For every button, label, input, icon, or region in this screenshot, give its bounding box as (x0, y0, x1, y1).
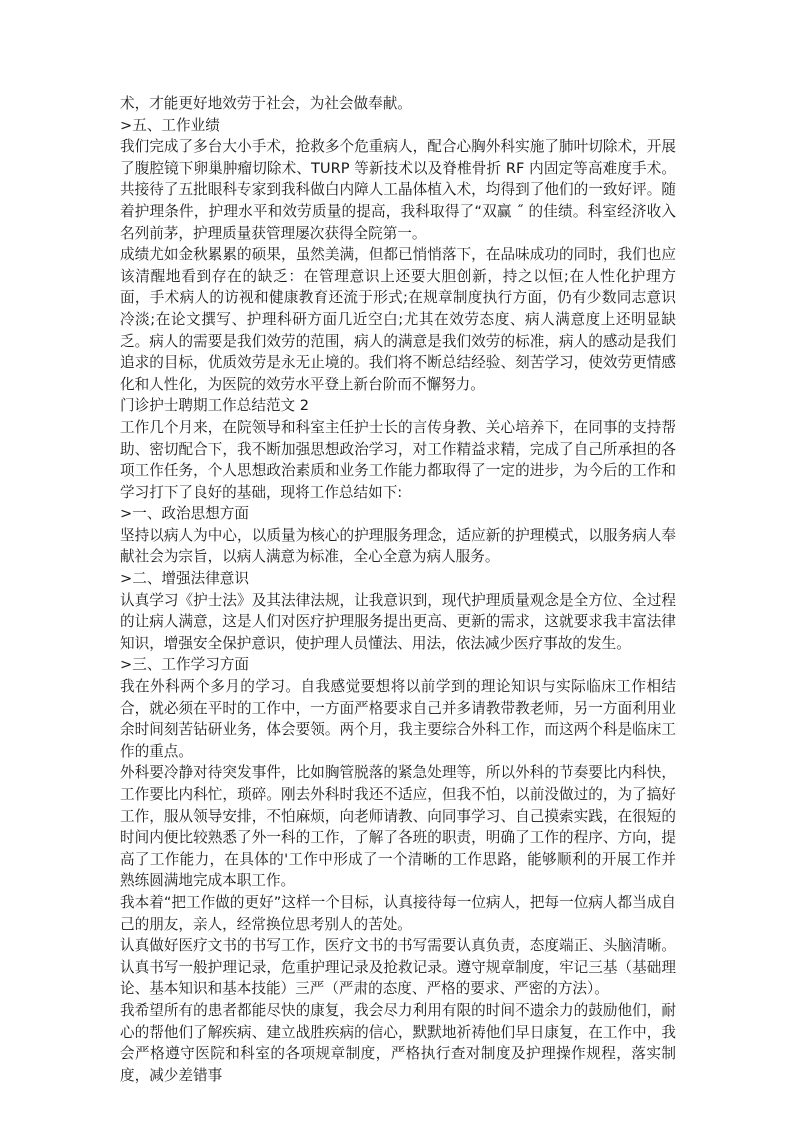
paragraph-medical-records: 认真做好医疗文书的书写工作，医疗文书的书写需要认真负责，态度端正、头脑清晰。认真书写一般护理记录，危重护理记录及抢救记录。遵守规章制度，牢记三基（基础理论、基本知识和基本技能）三严（严肃的态度、严格的要求、严密的方法）。 (120, 937, 676, 998)
section-heading-work-achievements: >五、工作业绩 (120, 116, 220, 134)
section-heading-political-thought: >一、政治思想方面 (120, 505, 249, 523)
paragraph-shortcomings: 成绩尤如金秋累累的硕果，虽然美满，但都已悄悄落下，在品味成功的同时，我们也应该清醒地看到存在的缺乏：在管理意识上还要大胆创新，持之以恒;在人性化护理方面，手术病人的访视和健康教育还流于形式;在规章制度执行方面，仍有少数同志意识冷淡;在论文撰写、护理科研方面几近空白;尤其在效劳态度、病人满意度上还明显缺乏。病人的需要是我们效劳的范围，病人的满意是我们效劳的标准，病人的感动是我们追求的目标，优质效劳是永无止境的。我们将不断总结经验、刻苦学习，使效劳更情感化和人性化，为医院的效劳水平登上新台阶而不懈努力。 (120, 246, 676, 393)
paragraph-introduction: 工作几个月来，在院领导和科室主任护士长的言传身教、关心培养下，在同事的支持帮助、密切配合下，我不断加强思想政治学习，对工作精益求精，完成了自己所承担的各项工作任务，个人思想政治素质和业务工作能力都取得了一定的进步，为今后的工作和学习打下了良好的基础，现将工作总结如下: (120, 418, 676, 501)
section-heading-work-study: >三、工作学习方面 (120, 656, 249, 674)
paragraph-surgery-study: 我在外科两个多月的学习。自我感觉要想将以前学到的理论知识与实际临床工作相结合，就必须在平时的工作中，一方面严格要求自己并多请教带教老师，另一方面利用业余时间刻苦钻研业务，体会要领。两个月，我主要综合外科工作，而这两个科是临床工作的重点。 (120, 678, 676, 760)
section-heading-legal-awareness: >二、增强法律意识 (120, 570, 249, 588)
paragraph-political-thought: 坚持以病人为中心，以质量为核心的护理服务理念，适应新的护理模式，以服务病人奉献社会为宗旨，以病人满意为标准，全心全意为病人服务。 (120, 526, 676, 566)
paragraph-continuation: 术，才能更好地效劳于社会，为社会做奉献。 (120, 95, 412, 112)
document-page (120, 93, 676, 1086)
paragraph-patient-care: 我本着“把工作做的更好”这样一个目标，认真接待每一位病人，把每一位病人都当成自己的朋友，亲人，经常换位思考别人的苦处。 (120, 893, 676, 933)
paragraph-patient-recovery: 我希望所有的患者都能尽快的康复，我会尽力利用有限的时间不遗余力的鼓励他们，耐心的帮他们了解疾病、建立战胜疾病的信心，默默地祈祷他们早日康复，在工作中，我会严格遵守医院和科室的各项规章制度，严格执行查对制度及护理操作规程，落实制度，减少差错事 (120, 1001, 676, 1084)
paragraph-achievements: 我们完成了多台大小手术，抢救多个危重病人，配合心胸外科实施了肺叶切除术，开展了腹腔镜下卵巢肿瘤切除术、TURP 等新技术以及脊椎骨折 RF 内固定等高难度手术。共接待了五批眼科专家到我科做白内障人工晶体植入术，均得到了他们的一致好评。随着护理条件，护理水平和效劳质量的提高，我科取得了“双赢 ˝ 的佳绩。科室经济收入名列前茅，护理质量获管理屡次获得全院第一。 (120, 138, 676, 242)
document-title-sample-2: 门诊护士聘期工作总结范文 2 (120, 397, 310, 415)
paragraph-surgery-work: 外科要冷静对待突发事件，比如胸管脱落的紧急处理等，所以外科的节奏要比内科快，工作要比内科忙，琐碎。刚去外科时我还不适应，但我不怕，以前没做过的，为了搞好工作，服从领导安排，不怕麻烦，向老师请教、向同事学习、自己摸索实践，在很短的时间内便比较熟悉了外一科的工作，了解了各班的职责，明确了工作的程序、方向，提高了工作能力，在具体的'工作中形成了一个清晰的工作思路，能够顺利的开展工作并熟练圆满地完成本职工作。 (120, 764, 676, 890)
paragraph-legal-awareness: 认真学习《护士法》及其法律法规，让我意识到，现代护理质量观念是全方位、全过程的让病人满意，这是人们对医疗护理服务提出更高、更新的需求，这就要求我丰富法律知识，增强安全保护意识，使护理人员懂法、用法，依法减少医疗事故的发生。 (120, 591, 676, 652)
